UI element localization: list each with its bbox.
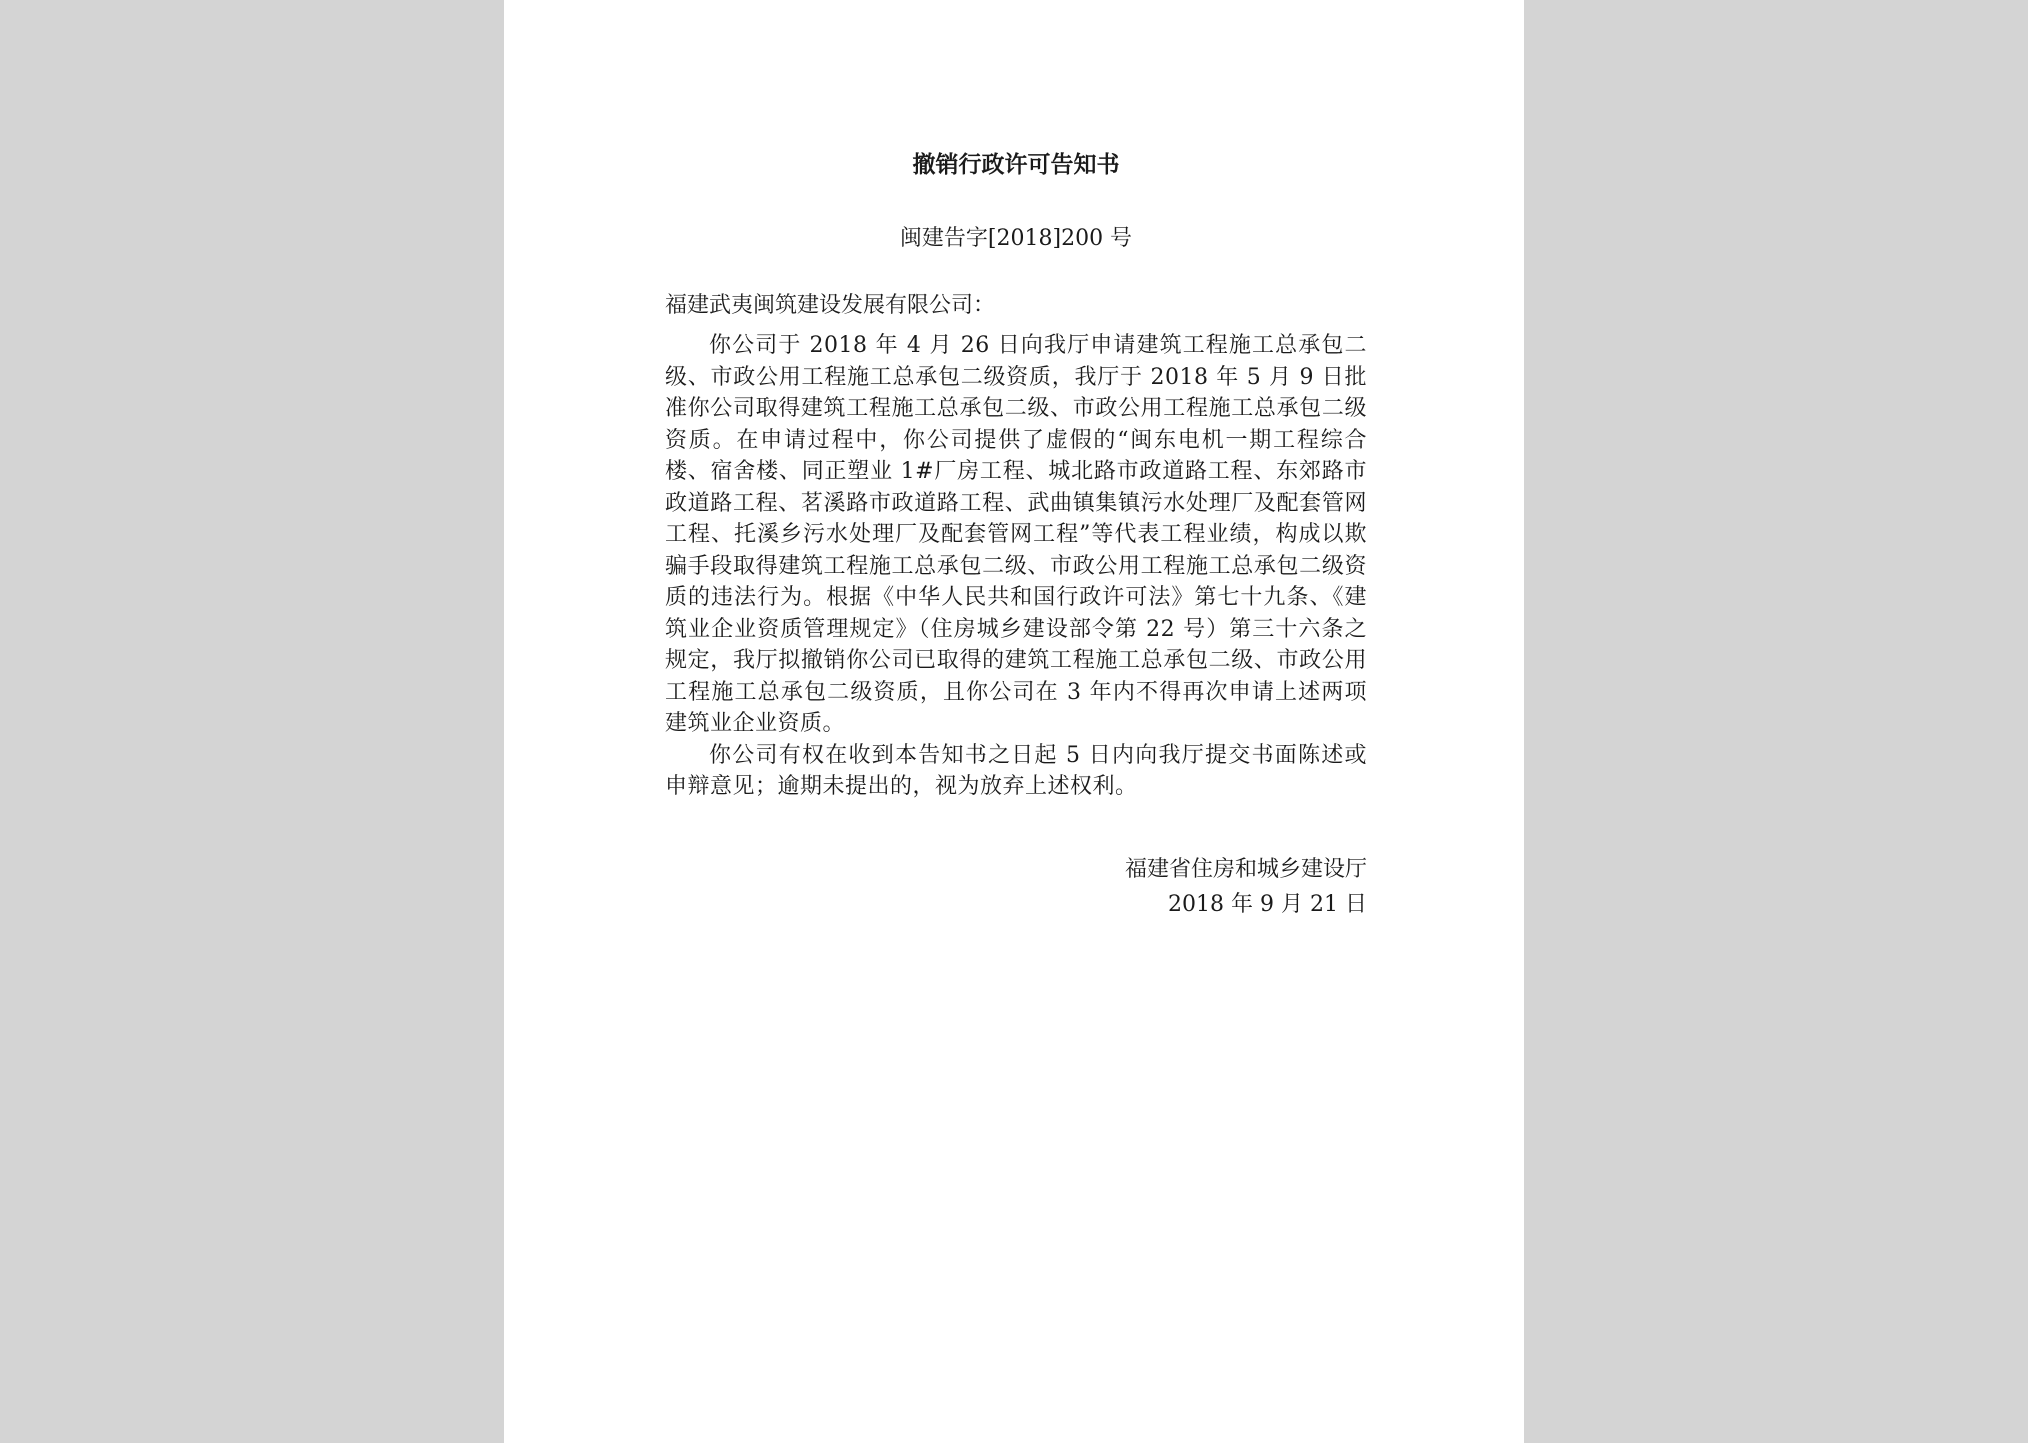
signature-block	[1125, 852, 1367, 922]
document-title: 撤销行政许可告知书	[912, 151, 1120, 178]
document-content	[665, 150, 1367, 917]
document-number: 闽建告字[2018]200 号	[899, 226, 1133, 251]
document-page	[504, 0, 1524, 1443]
body-paragraph: 你公司有权在收到本告知书之日起 5 日内向我厅提交书面陈述或申辩意见；逾期未提出的，视为放弃上述权利。	[665, 742, 1367, 799]
issue-date: 2018 年 9 月 21 日	[1168, 892, 1367, 917]
salutation: 福建武夷闽筑建设发展有限公司：	[665, 293, 996, 318]
document-body	[665, 330, 1367, 803]
body-paragraph: 你公司于 2018 年 4 月 26 日向我厅申请建筑工程施工总承包二级、市政公用工程施工总承包二级资质，我厅于 2018 年 5 月 9 日批准你公司取得建筑工程施工总承包二级、市政公用工程施工总承包二级资质。在申请过程中，你公司提供了虚假的“闽东电机一期工程综合楼、宿舍楼、同正塑业 1#厂房工程、城北路市政道路工程、东郊路市政道路工程、茗溪路市政道路工程、武曲镇集镇污水处理厂及配套管网工程、托溪乡污水处理厂及配套管网工程”等代表工程业绩，构成以欺骗手段取得建筑工程施工总承包二级、市政公用工程施工总承包二级资质的违法行为。根据《中华人民共和国行政许可法》第七十九条、《建筑业企业资质管理规定》（住房城乡建设部令第 22 号）第三十六条之规定，我厅拟撤销你公司已取得的建筑工程施工总承包二级、市政公用工程施工总承包二级资质，且你公司在 3 年内不得再次申请上述两项建筑业企业资质。	[665, 333, 1367, 736]
issuer-name: 福建省住房和城乡建设厅	[1124, 857, 1367, 882]
